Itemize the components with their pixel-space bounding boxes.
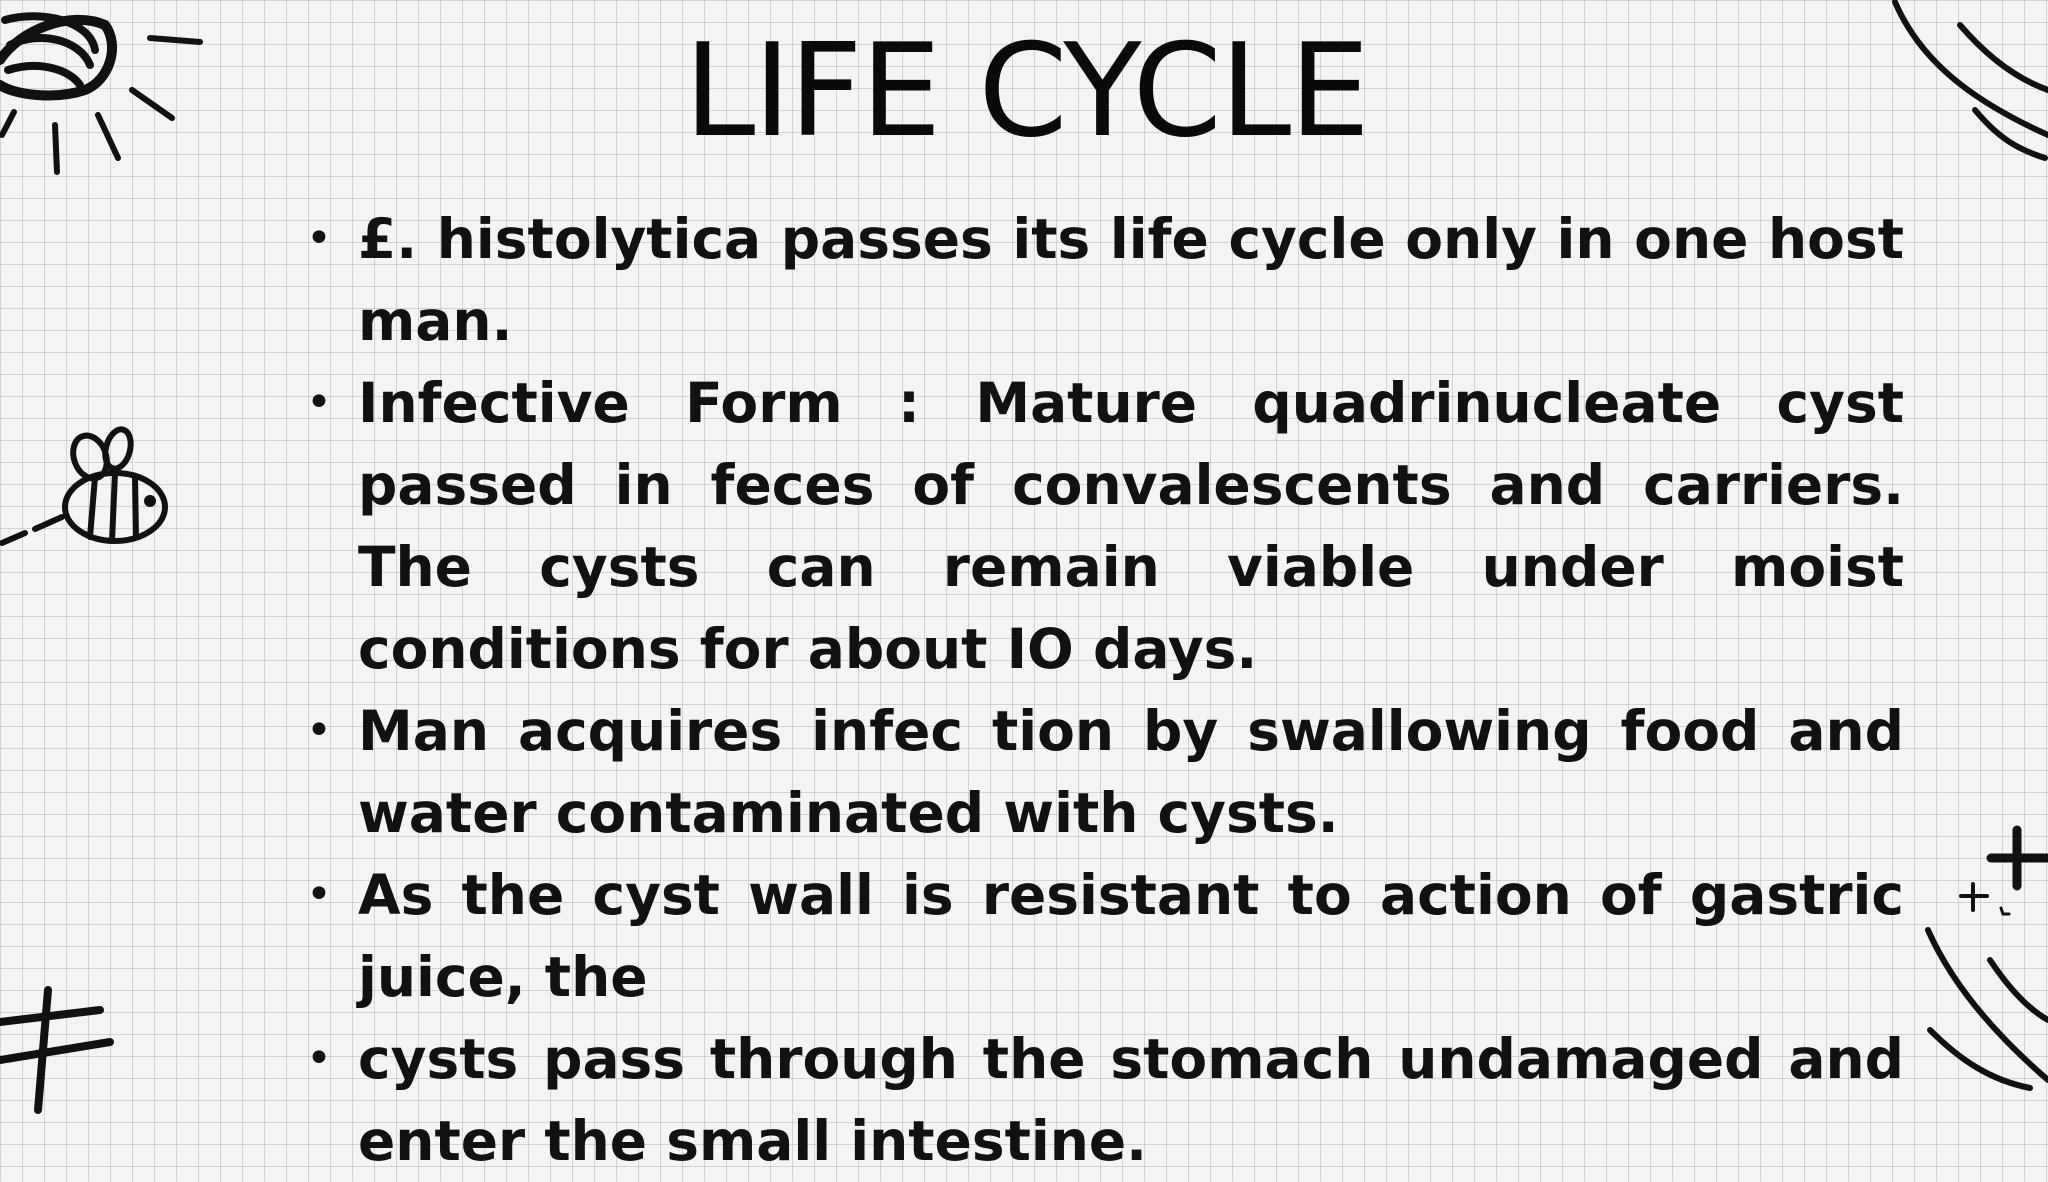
plus-sparkle-icon bbox=[1955, 820, 2048, 920]
bullet-item: • Infective Form : Mature quadrinucleate cyst passed in feces of convalescents and carriers. The cysts can remain viable under moist conditions for about IO days. bbox=[300, 362, 1904, 690]
bee-doodle-icon bbox=[0, 425, 180, 555]
bullet-item: • As the cyst wall is resistant to action of gastric juice, the bbox=[300, 854, 1904, 1018]
bullet-item: • £. histolytica passes its life cycle only in one host man. bbox=[300, 198, 1904, 362]
slide-title: LIFE CYCLE bbox=[683, 17, 1369, 166]
swoosh-lines-bottom-icon bbox=[1920, 920, 2048, 1100]
hash-doodle-icon bbox=[0, 980, 130, 1130]
bullet-item: • Man acquires infec tion by swallowing food and water contaminated with cysts. bbox=[300, 690, 1904, 854]
bullet-item: • cysts pass through the stomach undamaged and enter the small intestine. bbox=[300, 1018, 1904, 1182]
bullet-list bbox=[300, 198, 1904, 1182]
